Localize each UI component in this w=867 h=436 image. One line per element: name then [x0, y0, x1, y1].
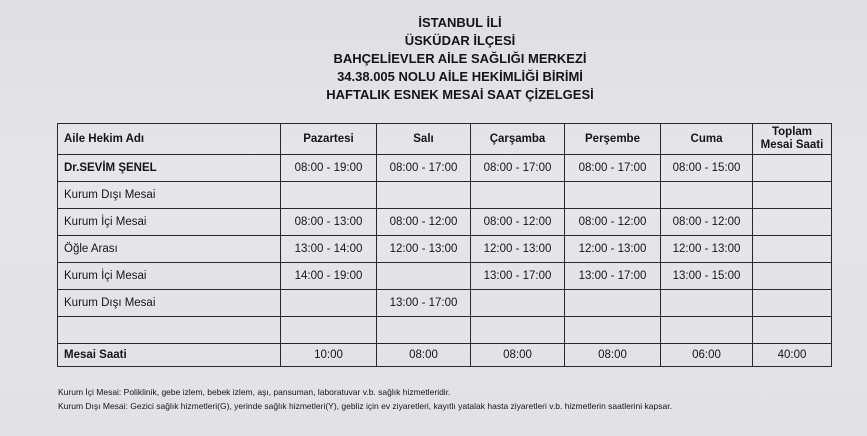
table-cell: 08:00 [471, 344, 565, 367]
table-row [58, 236, 832, 263]
table-cell [753, 155, 832, 182]
header-cell-friday: Cuma [661, 124, 753, 155]
table-cell: 40:00 [753, 344, 832, 367]
table-cell: 14:00 - 19:00 [281, 263, 377, 290]
header-cell-wednesday: Çarşamba [471, 124, 565, 155]
table-cell: 08:00 - 15:00 [661, 155, 753, 182]
row-label [58, 317, 281, 344]
header-district: ÜSKÜDAR İLÇESİ [404, 33, 516, 48]
table-cell: 12:00 - 13:00 [471, 236, 565, 263]
table-cell: 08:00 - 12:00 [661, 209, 753, 236]
table-cell [471, 182, 565, 209]
table-cell [753, 317, 832, 344]
footnotes [58, 385, 672, 413]
header-province: İSTANBUL İLİ [418, 15, 502, 30]
table-cell [281, 317, 377, 344]
table-row [58, 317, 832, 344]
table-cell: 08:00 - 17:00 [377, 155, 471, 182]
table-cell: 10:00 [281, 344, 377, 367]
row-label: Öğle Arası [58, 236, 281, 263]
table-cell [753, 236, 832, 263]
table-cell [661, 290, 753, 317]
header-cell-tuesday: Salı [377, 124, 471, 155]
table-cell: 08:00 - 12:00 [377, 209, 471, 236]
table-cell [471, 290, 565, 317]
table-cell: 08:00 - 12:00 [471, 209, 565, 236]
row-label: Kurum İçi Mesai [58, 263, 281, 290]
table-cell [281, 182, 377, 209]
table-cell [565, 182, 661, 209]
table-row [58, 290, 832, 317]
header-cell-thursday: Perşembe [565, 124, 661, 155]
table-cell [281, 290, 377, 317]
row-label: Dr.SEVİM ŞENEL [58, 155, 281, 182]
table-cell [565, 317, 661, 344]
header-cell-total: Toplam Mesai Saati [753, 124, 832, 155]
table-cell [377, 317, 471, 344]
header-cell-monday: Pazartesi [281, 124, 377, 155]
table-cell [753, 182, 832, 209]
total-hours-row [58, 344, 832, 367]
table-cell: 06:00 [661, 344, 753, 367]
table-cell: 08:00 - 12:00 [565, 209, 661, 236]
header-center: BAHÇELİEVLER AİLE SAĞLIĞI MERKEZİ [333, 51, 587, 66]
table-cell: 08:00 [377, 344, 471, 367]
table-cell: 13:00 - 14:00 [281, 236, 377, 263]
table-cell: 08:00 - 17:00 [471, 155, 565, 182]
document-header [280, 14, 640, 104]
row-label: Mesai Saati [58, 344, 281, 367]
table-row [58, 155, 832, 182]
schedule-table [57, 123, 832, 367]
table-row [58, 263, 832, 290]
table-cell [661, 317, 753, 344]
row-label: Kurum Dışı Mesai [58, 290, 281, 317]
table-cell: 08:00 - 17:00 [565, 155, 661, 182]
table-cell: 12:00 - 13:00 [661, 236, 753, 263]
table-cell: 13:00 - 17:00 [565, 263, 661, 290]
table-row [58, 209, 832, 236]
table-cell: 12:00 - 13:00 [565, 236, 661, 263]
table-cell [661, 182, 753, 209]
table-cell [753, 263, 832, 290]
table-cell [753, 209, 832, 236]
table-cell [377, 263, 471, 290]
header-unit: 34.38.005 NOLU AİLE HEKİMLİĞİ BİRİMİ [337, 69, 583, 84]
footnote-internal: Kurum İçi Mesai: Poliklinik, gebe izlem, bebek izlem, aşı, pansuman, laboratuvar v.b. sağlık hizmetleridir. [58, 387, 451, 397]
row-label: Kurum Dışı Mesai [58, 182, 281, 209]
table-cell [377, 182, 471, 209]
table-cell: 08:00 [565, 344, 661, 367]
header-schedule-title: HAFTALIK ESNEK MESAİ SAAT ÇİZELGESİ [326, 87, 594, 102]
table-cell: 13:00 - 15:00 [661, 263, 753, 290]
table-header-row [58, 124, 832, 155]
table-row [58, 182, 832, 209]
table-cell [471, 317, 565, 344]
table-cell: 13:00 - 17:00 [377, 290, 471, 317]
footnote-external: Kurum Dışı Mesai: Gezici sağlık hizmetleri(G), yerinde sağlık hizmetleri(Y), gebliz için ev ziyaretleri, kayıtlı yatalak hasta ziyaretleri v.b. hizmetlerin saatlerini kapsar. [58, 401, 672, 411]
table-cell [565, 290, 661, 317]
table-cell [753, 290, 832, 317]
table-cell: 12:00 - 13:00 [377, 236, 471, 263]
table-cell: 08:00 - 19:00 [281, 155, 377, 182]
table-cell: 08:00 - 13:00 [281, 209, 377, 236]
table-cell: 13:00 - 17:00 [471, 263, 565, 290]
row-label: Kurum İçi Mesai [58, 209, 281, 236]
header-cell-name: Aile Hekim Adı [58, 124, 281, 155]
